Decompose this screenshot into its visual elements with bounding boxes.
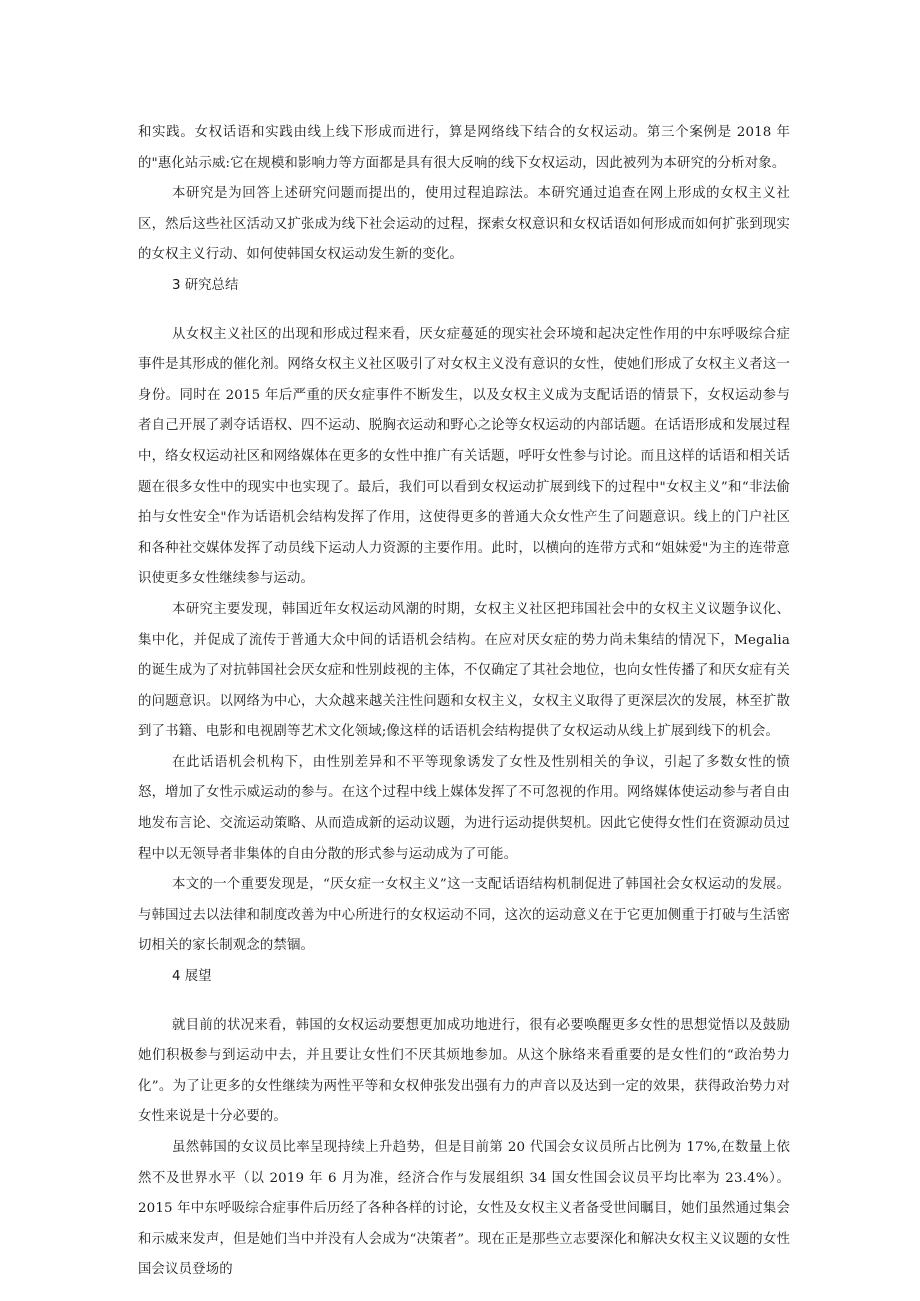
spacer (138, 993, 790, 1011)
spacer (138, 302, 790, 320)
paragraph: 虽然韩国的女议员比率呈现持续上升趋势，但是目前第 20 代国会女议员所占比例为 17%,在数量上依然不及世界水平（以 2019 年 6 月为准，经济合作与发展组织 34 国女性国会议员平均比率为 23.4%）。2015 年中东呼吸综合症事件后历经了各种各样的讨论，女性及女权主义者备受世间瞩目，她们虽然通过集会和示威来发声，但是她们当中并没有人会成为“决策者”。现在正是那些立志要深化和解决女权主义议题的女性国会议员登场的 (138, 1140, 790, 1278)
paragraph: 本文的一个重要发现是，“厌女症一女权主义”这一支配话语结构机制促进了韩国社会女权运动的发展。与韩国过去以法律和制度改善为中心所进行的女权运动不同，这次的运动意义在于它更加侧重于打破与生活密切相关的家长制观念的禁锢。 (138, 877, 790, 954)
section-heading-4: 4 展望 (172, 969, 212, 985)
paragraph: 就目前的状况来看，韩国的女权运动要想更加成功地进行，很有必要唤醒更多女性的思想觉悟以及鼓励她们积极参与到运动中去，并且要让女性们不厌其烦地参加。从这个脉络来看重要的是女性们的“政治势力化”。为了让更多的女性继续为两性平等和女权伸张发出强有力的声音以及达到一定的效果，获得政治势力对女性来说是十分必要的。 (138, 1017, 790, 1125)
paragraph: 本研究是为回答上述研究问题而提出的，使用过程追踪法。本研究通过追查在网上形成的女权主义社区，然后这些社区活动又扩张成为线下社会运动的过程，探索女权意识和女权话语如何形成而如何扩张到现实的女权主义行动、如何使韩国女权运动发生新的变化。 (138, 186, 790, 263)
paragraph: 本研究主要发现，韩国近年女权运动风潮的时期，女权主义社区把玮国社会中的女权主义议题争议化、集中化，并促成了流传于普通大众中间的话语机会结构。在应对厌女症的势力尚未集结的情况下，Megalia 的诞生成为了对抗韩国社会厌女症和性别歧视的主体，不仅确定了其社会地位，也向女性传播了和厌女症有关的问题意识。以网络为中心，大众越来越关注性问题和女权主义，女权主义取得了更深层次的发展，林至扩散到了书籍、电影和电视剧等艺术文化领域;像这样的话语机会结构提供了女权运动从线上扩展到线下的机会。 (138, 601, 790, 740)
paragraph: 从女权主义社区的出现和形成过程来看，厌女症蔓延的现实社会环境和起决定性作用的中东呼吸综合症事件是其形成的催化剂。网络女权主义社区吸引了对女权主义没有意识的女性，使她们形成了女权主义者这一身份。同时在 2015 年后严重的厌女症事件不断发生，以及女权主义成为支配话语的情景下，女权运动参与者自己开展了剥夺话语权、四不运动、脱胸衣运动和野心之论等女权运动的内部话题。在话语形成和发展过程中，络女权运动社区和网络媒体在更多的女性中推广有关话题，呼吁女性参与讨论。而且这样的话语和相关话题在很多女性中的现实中也实现了。最后，我们可以看到女权运动扩展到线下的过程中"女权主义”和“非法偷拍与女性安全"作为话语机会结构发挥了作用，这使得更多的普通大众女性产生了问题意识。线上的门户社区和各种社交媒体发挥了动员线下运动人力资源的主要作用。此时，以横向的连带方式和“姐妹爱"为主的连带意识使更多女性继续参与运动。 (138, 326, 790, 587)
paragraph-continued: 和实践。女权话语和实践由线上线下形成而进行，算是网络线下结合的女权运动。第三个案例是 2018 年的"惠化站示威:它在规模和影响力等方面都是具有很大反响的线下女权运动，因此被列为本研究的分析对象。 (138, 125, 790, 171)
body-text (138, 118, 790, 1286)
paragraph: 在此话语机会机构下，由性别差异和不平等现象诱发了女性及性别相关的争议，引起了多数女性的愤怒，增加了女性示威运动的参与。在这个过程中线上媒体发挥了不可忽视的作用。网络媒体使运动参与者自由地发布言论、交流运动策略、从而造成新的运动议题，为进行运动提供契机。因此它使得女性们在资源动员过程中以无领导者非集体的自由分散的形式参与运动成为了可能。 (138, 754, 790, 862)
section-heading-3: 3 研究总结 (172, 277, 239, 293)
